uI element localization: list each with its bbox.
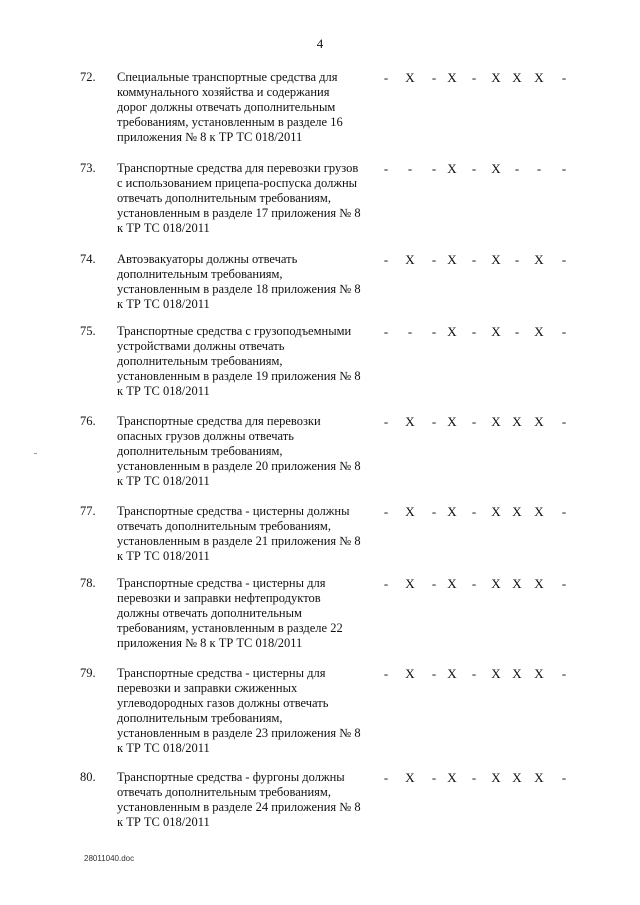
row-text — [117, 161, 387, 236]
row-text-line: к ТР ТС 018/2011 — [117, 297, 210, 311]
applicability-mark: - — [471, 70, 477, 85]
margin-mark — [34, 453, 37, 454]
applicability-mark: X — [512, 414, 522, 429]
row-text-line: Транспортные средства для перевозки грузов — [117, 161, 359, 175]
applicability-mark: - — [431, 414, 437, 429]
applicability-mark: X — [491, 252, 501, 267]
applicability-mark: X — [512, 770, 522, 785]
row-text — [117, 252, 387, 312]
row-text — [117, 70, 387, 145]
row-text-line: дорог должны отвечать дополнительным — [117, 100, 336, 114]
row-text-line: опасных грузов должны отвечать — [117, 429, 294, 443]
page-number: 4 — [316, 36, 324, 51]
applicability-marks — [380, 252, 580, 267]
applicability-mark: X — [447, 324, 457, 339]
row-text-line: приложения № 8 к ТР ТС 018/2011 — [117, 130, 303, 144]
applicability-mark: X — [405, 504, 415, 519]
row-text-line: отвечать дополнительным требованиям, — [117, 191, 331, 205]
row-number: 72. — [80, 70, 96, 84]
applicability-mark: X — [534, 414, 544, 429]
applicability-mark: - — [561, 70, 567, 85]
row-text — [117, 666, 387, 756]
row-text-line: с использованием прицепа-роспуска должны — [117, 176, 358, 190]
applicability-mark: X — [447, 576, 457, 591]
row-text-line: Транспортные средства - цистерны для — [117, 666, 326, 680]
applicability-mark: - — [471, 252, 477, 267]
row-number: 78. — [80, 576, 96, 590]
applicability-mark: - — [561, 324, 567, 339]
applicability-mark: - — [431, 504, 437, 519]
applicability-marks — [380, 70, 580, 85]
row-text-line: установленным в разделе 21 приложения № 8 — [117, 534, 361, 548]
applicability-mark: - — [561, 770, 567, 785]
applicability-mark: X — [447, 70, 457, 85]
applicability-mark: - — [471, 324, 477, 339]
applicability-mark: - — [383, 504, 389, 519]
row-number: 77. — [80, 504, 96, 518]
applicability-mark: X — [447, 666, 457, 681]
row-text-line: установленным в разделе 19 приложения № 8 — [117, 369, 361, 383]
row-text-line: дополнительным требованиям, — [117, 267, 283, 281]
applicability-mark: X — [405, 70, 415, 85]
applicability-mark: X — [491, 161, 501, 176]
applicability-mark: X — [534, 252, 544, 267]
applicability-mark: - — [561, 666, 567, 681]
applicability-mark: X — [512, 576, 522, 591]
row-text-line: Транспортные средства с грузоподъемными — [117, 324, 352, 338]
row-text-line: к ТР ТС 018/2011 — [117, 549, 210, 563]
row-text-line: Транспортные средства - цистерны должны — [117, 504, 350, 518]
applicability-mark: - — [471, 161, 477, 176]
applicability-marks — [380, 576, 580, 591]
applicability-mark: - — [383, 324, 389, 339]
applicability-mark: X — [447, 161, 457, 176]
row-number: 74. — [80, 252, 96, 266]
row-text-line: Транспортные средства - цистерны для — [117, 576, 326, 590]
row-text — [117, 504, 387, 564]
row-text-line: углеводородных газов должны отвечать — [117, 696, 329, 710]
applicability-mark: X — [534, 324, 544, 339]
applicability-mark: - — [407, 324, 413, 339]
applicability-mark: X — [447, 504, 457, 519]
row-text-line: установленным в разделе 20 приложения № 8 — [117, 459, 361, 473]
applicability-mark: X — [512, 70, 522, 85]
applicability-mark: - — [431, 70, 437, 85]
applicability-mark: X — [512, 666, 522, 681]
applicability-mark: - — [383, 70, 389, 85]
applicability-mark: - — [561, 252, 567, 267]
row-text-line: к ТР ТС 018/2011 — [117, 815, 210, 829]
row-text-line: коммунального хозяйства и содержания — [117, 85, 330, 99]
applicability-mark: X — [405, 252, 415, 267]
applicability-mark: - — [431, 770, 437, 785]
applicability-mark: X — [405, 666, 415, 681]
row-text-line: дополнительным требованиям, — [117, 711, 283, 725]
row-text — [117, 324, 387, 399]
applicability-marks — [380, 770, 580, 785]
applicability-marks — [380, 161, 580, 176]
applicability-mark: - — [471, 666, 477, 681]
applicability-mark: X — [447, 252, 457, 267]
applicability-mark: - — [561, 576, 567, 591]
footer-filename: 28011040.doc — [84, 854, 135, 863]
row-number: 80. — [80, 770, 96, 784]
row-text-line: к ТР ТС 018/2011 — [117, 221, 210, 235]
row-number: 79. — [80, 666, 96, 680]
applicability-mark: - — [536, 161, 542, 176]
applicability-mark: X — [405, 770, 415, 785]
applicability-mark: X — [534, 576, 544, 591]
row-number: 75. — [80, 324, 96, 338]
applicability-mark: - — [431, 252, 437, 267]
applicability-marks — [380, 324, 580, 339]
applicability-marks — [380, 504, 580, 519]
row-text-line: Автоэвакуаторы должны отвечать — [117, 252, 298, 266]
applicability-mark: X — [405, 576, 415, 591]
applicability-mark: X — [534, 770, 544, 785]
row-text — [117, 414, 387, 489]
row-text-line: к ТР ТС 018/2011 — [117, 474, 210, 488]
applicability-mark: - — [561, 414, 567, 429]
applicability-mark: - — [471, 414, 477, 429]
applicability-mark: - — [431, 324, 437, 339]
applicability-mark: X — [491, 414, 501, 429]
row-text-line: Специальные транспортные средства для — [117, 70, 338, 84]
row-text-line: требованиям, установленным в разделе 16 — [117, 115, 343, 129]
row-text-line: к ТР ТС 018/2011 — [117, 741, 210, 755]
applicability-mark: X — [447, 414, 457, 429]
applicability-mark: - — [383, 161, 389, 176]
row-text-line: к ТР ТС 018/2011 — [117, 384, 210, 398]
applicability-mark: - — [561, 504, 567, 519]
applicability-mark: - — [471, 576, 477, 591]
applicability-mark: - — [471, 504, 477, 519]
applicability-mark: - — [471, 770, 477, 785]
applicability-marks — [380, 666, 580, 681]
row-number: 73. — [80, 161, 96, 175]
row-text-line: отвечать дополнительным требованиям, — [117, 519, 331, 533]
row-text-line: устройствами должны отвечать — [117, 339, 285, 353]
row-text-line: установленным в разделе 24 приложения № 8 — [117, 800, 361, 814]
row-text-line: установленным в разделе 23 приложения № 8 — [117, 726, 361, 740]
applicability-mark: X — [512, 504, 522, 519]
row-text-line: дополнительным требованиям, — [117, 444, 283, 458]
row-text-line: Транспортные средства - фургоны должны — [117, 770, 345, 784]
applicability-mark: X — [491, 504, 501, 519]
applicability-mark: X — [491, 666, 501, 681]
applicability-mark: - — [431, 666, 437, 681]
row-text-line: Транспортные средства для перевозки — [117, 414, 321, 428]
row-text-line: перевозки и заправки сжиженных — [117, 681, 298, 695]
applicability-mark: - — [383, 576, 389, 591]
applicability-marks — [380, 414, 580, 429]
row-text — [117, 770, 387, 830]
applicability-mark: X — [491, 576, 501, 591]
applicability-mark: - — [383, 414, 389, 429]
applicability-mark: X — [491, 324, 501, 339]
applicability-mark: - — [383, 770, 389, 785]
row-text — [117, 576, 387, 651]
row-text-line: установленным в разделе 17 приложения № 8 — [117, 206, 361, 220]
applicability-mark: - — [407, 161, 413, 176]
applicability-mark: - — [431, 576, 437, 591]
applicability-mark: - — [383, 252, 389, 267]
applicability-mark: X — [534, 504, 544, 519]
row-number: 76. — [80, 414, 96, 428]
applicability-mark: X — [405, 414, 415, 429]
applicability-mark: - — [561, 161, 567, 176]
applicability-mark: - — [383, 666, 389, 681]
applicability-mark: X — [491, 770, 501, 785]
row-text-line: установленным в разделе 18 приложения № 8 — [117, 282, 361, 296]
applicability-mark: X — [534, 666, 544, 681]
applicability-mark: - — [431, 161, 437, 176]
row-text-line: отвечать дополнительным требованиям, — [117, 785, 331, 799]
applicability-mark: X — [534, 70, 544, 85]
row-text-line: должны отвечать дополнительным — [117, 606, 302, 620]
row-text-line: дополнительным требованиям, — [117, 354, 283, 368]
row-text-line: требованиям, установленным в разделе 22 — [117, 621, 343, 635]
applicability-mark: - — [514, 324, 520, 339]
row-text-line: перевозки и заправки нефтепродуктов — [117, 591, 321, 605]
applicability-mark: - — [514, 161, 520, 176]
row-text-line: приложения № 8 к ТР ТС 018/2011 — [117, 636, 303, 650]
applicability-mark: - — [514, 252, 520, 267]
applicability-mark: X — [491, 70, 501, 85]
applicability-mark: X — [447, 770, 457, 785]
